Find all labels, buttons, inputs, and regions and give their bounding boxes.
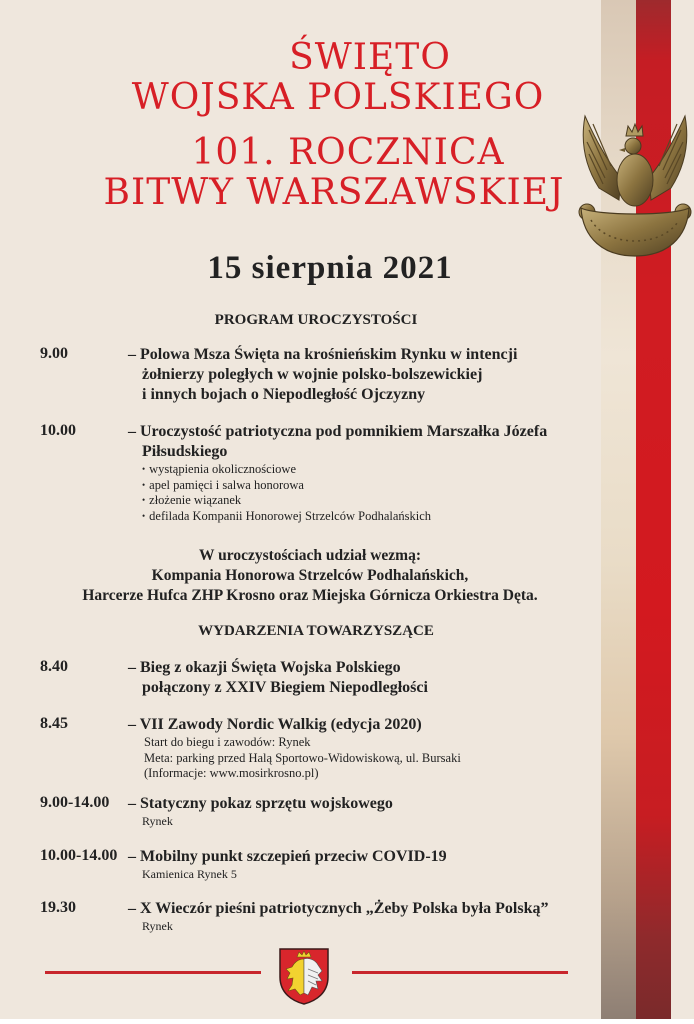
event-time: 8.40 bbox=[40, 658, 68, 675]
footer-divider-left bbox=[45, 971, 261, 974]
title-line-3: 101. ROCZNICA bbox=[191, 132, 505, 173]
event-bullet-list bbox=[128, 462, 588, 524]
bottom-border bbox=[0, 1019, 694, 1024]
bullet-item: • złożenie wiązanek bbox=[142, 493, 588, 509]
participants-line: Kompania Honorowa Strzelców Podhalańskich, bbox=[151, 567, 469, 584]
program-heading: PROGRAM UROCZYSTOŚCI bbox=[214, 312, 418, 328]
event-description bbox=[128, 715, 588, 782]
event-title-line: – Uroczystość patriotyczna pod pomnikiem Marszałka Józefa bbox=[128, 423, 548, 440]
participants-line: Harcerze Hufca ZHP Krosno oraz Miejska Górnicza Orkiestra Dęta. bbox=[82, 587, 538, 604]
event-title-line: – Mobilny punkt szczepień przeciw COVID-19 bbox=[128, 848, 447, 865]
event-time: 8.45 bbox=[40, 715, 68, 732]
event-description bbox=[128, 345, 588, 405]
event-detail: Rynek bbox=[142, 919, 173, 933]
event-title-line: – VII Zawody Nordic Walkig (edycja 2020) bbox=[128, 716, 422, 733]
event-title-line: – X Wieczór pieśni patriotycznych „Żeby Polska była Polską” bbox=[128, 900, 549, 917]
event-detail: Rynek bbox=[142, 814, 173, 828]
event-time: 9.00 bbox=[40, 345, 68, 362]
event-time: 10.00-14.00 bbox=[40, 847, 118, 864]
bullet-item: • wystąpienia okolicznościowe bbox=[142, 462, 588, 478]
event-detail: Kamienica Rynek 5 bbox=[142, 867, 237, 881]
bullet-item: • defilada Kompanii Honorowej Strzelców Podhalańskich bbox=[142, 509, 588, 525]
event-detail: (Informacje: www.mosirkrosno.pl) bbox=[144, 766, 319, 780]
title-line-1: ŚWIĘTO bbox=[289, 37, 451, 78]
event-description bbox=[128, 847, 588, 882]
event-title-line: – Statyczny pokaz sprzętu wojskowego bbox=[128, 795, 393, 812]
event-title-line: Piłsudskiego bbox=[142, 443, 228, 460]
event-detail: Meta: parking przed Halą Sportowo-Widowiskową, ul. Bursaki bbox=[144, 750, 461, 765]
title-line-4: BITWY WARSZAWSKIEJ bbox=[103, 172, 565, 213]
event-description bbox=[128, 794, 588, 829]
event-title-line: połączony z XXIV Biegiem Niepodległości bbox=[142, 679, 428, 696]
event-time: 9.00-14.00 bbox=[40, 794, 110, 811]
participants-line: W uroczystościach udział wezmą: bbox=[199, 547, 421, 564]
event-detail: Start do biegu i zawodów: Rynek bbox=[144, 735, 311, 749]
event-title-line: i innych bojach o Niepodległość Ojczyzny bbox=[142, 386, 426, 403]
event-title-line: żołnierzy poległych w wojnie polsko-bolszewickiej bbox=[142, 366, 483, 383]
side-events-heading: WYDARZENIA TOWARZYSZĄCE bbox=[198, 623, 434, 639]
footer-divider-right bbox=[352, 971, 568, 974]
event-date: 15 sierpnia 2021 bbox=[207, 250, 453, 286]
event-title-line: – Bieg z okazji Święta Wojska Polskiego bbox=[128, 659, 401, 676]
event-time: 10.00 bbox=[40, 422, 76, 439]
krosno-crest-icon bbox=[278, 947, 330, 1005]
event-title-line: – Polowa Msza Święta na krośnieńskim Rynku w intencji bbox=[128, 346, 518, 363]
event-description bbox=[128, 658, 588, 698]
event-description bbox=[128, 899, 598, 934]
bullet-item: • apel pamięci i salwa honorowa bbox=[142, 478, 588, 494]
participants-block bbox=[40, 546, 580, 606]
title-line-2: WOJSKA POLSKIEGO bbox=[131, 77, 545, 118]
event-time: 19.30 bbox=[40, 899, 76, 916]
event-description bbox=[128, 422, 588, 524]
